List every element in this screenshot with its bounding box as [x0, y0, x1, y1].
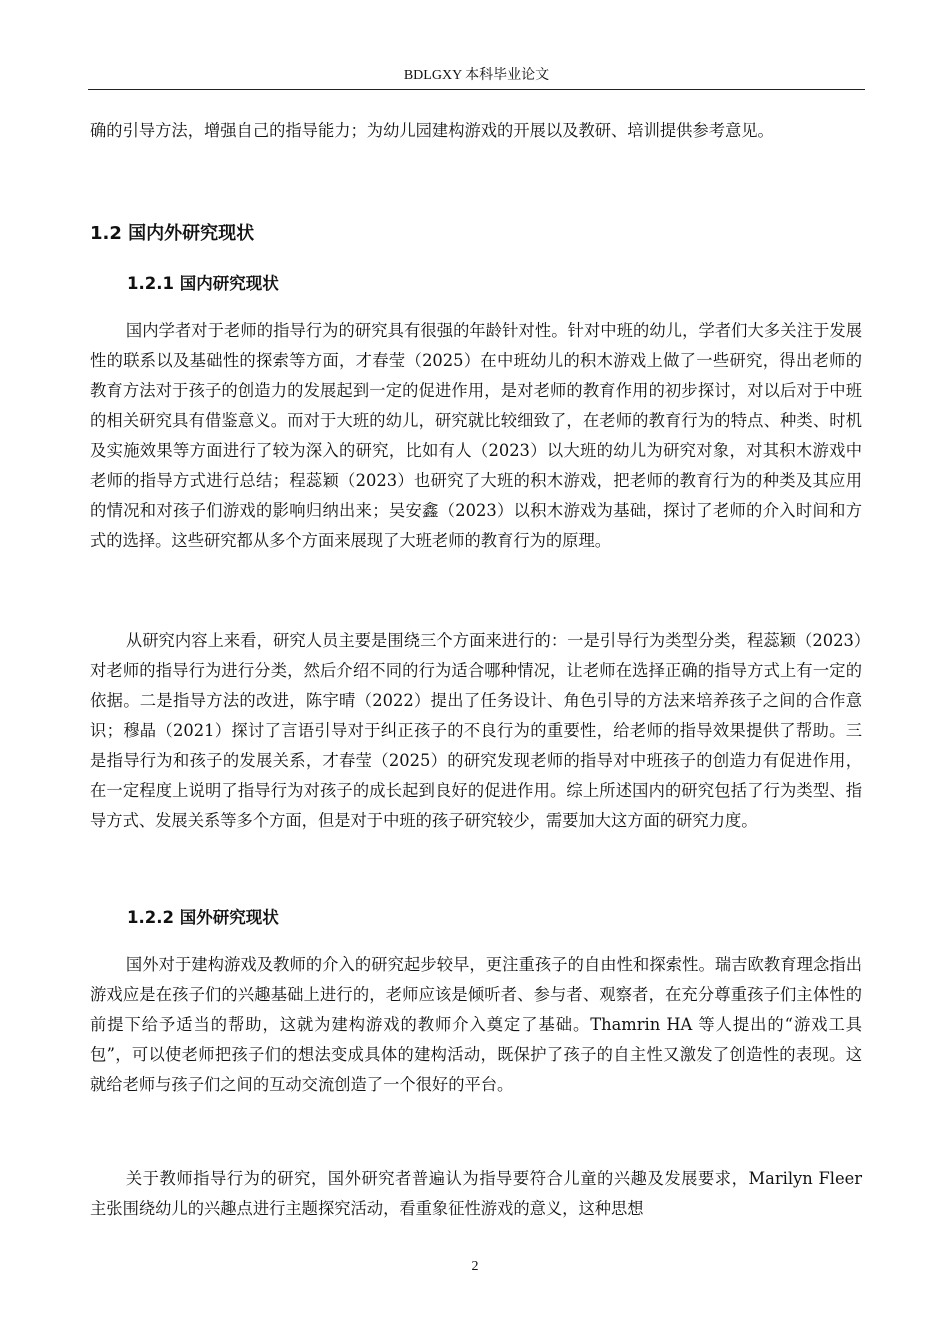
section-heading-1-2: 1.2 国内外研究现状 — [90, 223, 255, 244]
header-divider — [88, 89, 865, 90]
subsection-heading-1-2-2: 1.2.2 国外研究现状 — [127, 908, 279, 927]
intro-continuation-paragraph: 确的引导方法，增强自己的指导能力；为幼儿园建构游戏的开展以及教研、培训提供参考意见。 — [90, 121, 774, 140]
running-header: BDLGXY 本科毕业论文 — [403, 68, 550, 83]
domestic-research-paragraph-2: 从研究内容上来看，研究人员主要是围绕三个方面来进行的：一是引导行为类型分类，程蕊颖（2023）对老师的指导行为进行分类，然后介绍不同的行为适合哪种情况，让老师在选择正确的指导方式上有一定的依据。二是指导方法的改进，陈宇晴（2022）提出了任务设计、角色引导的方法来培养孩子之间的合作意识；穆晶（2021）探讨了言语引导对于纠正孩子的不良行为的重要性，给老师的指导效果提供了帮助。三是指导行为和孩子的发展关系，才春莹（2025）的研究发现老师的指导对中班孩子的创造力有促进作用，在一定程度上说明了指导行为对孩子的成长起到良好的促进作用。综上所述国内的研究包括了行为类型、指导方式、发展关系等多个方面，但是对于中班的孩子研究较少，需要加大这方面的研究力度。 — [90, 631, 862, 830]
subsection-heading-1-2-1: 1.2.1 国内研究现状 — [127, 274, 279, 293]
domestic-research-paragraph-1: 国内学者对于老师的指导行为的研究具有很强的年龄针对性。针对中班的幼儿，学者们大多关注于发展性的联系以及基础性的探索等方面，才春莹（2025）在中班幼儿的积木游戏上做了一些研究，得出老师的教育方法对于孩子的创造力的发展起到一定的促进作用，是对老师的教育作用的初步探讨，对以后对于中班的相关研究具有借鉴意义。而对于大班的幼儿，研究就比较细致了，在老师的教育行为的特点、种类、时机及实施效果等方面进行了较为深入的研究，比如有人（2023）以大班的幼儿为研究对象，对其积木游戏中老师的指导方式进行总结；程蕊颖（2023）也研究了大班的积木游戏，把老师的教育行为的种类及其应用的情况和对孩子们游戏的影响归纳出来；吴安鑫（2023）以积木游戏为基础，探讨了老师的介入时间和方式的选择。这些研究都从多个方面来展现了大班老师的教育行为的原理。 — [90, 321, 862, 550]
foreign-research-paragraph-1: 国外对于建构游戏及教师的介入的研究起步较早，更注重孩子的自由性和探索性。瑞吉欧教育理念指出游戏应是在孩子们的兴趣基础上进行的，老师应该是倾听者、参与者、观察者，在充分尊重孩子们主体性的前提下给予适当的帮助，这就为建构游戏的教师介入奠定了基础。Thamrin HA 等人提出的“游戏工具包”，可以使老师把孩子们的想法变成具体的建构活动，既保护了孩子的自主性又激发了创造性的表现。这就给老师与孩子们之间的互动交流创造了一个很好的平台。 — [90, 955, 862, 1094]
foreign-research-paragraph-2: 关于教师指导行为的研究，国外研究者普遍认为指导要符合儿童的兴趣及发展要求，Marilyn Fleer 主张围绕幼儿的兴趣点进行主题探究活动，看重象征性游戏的意义，这种思想 — [90, 1169, 862, 1218]
page-number: 2 — [471, 1259, 479, 1274]
